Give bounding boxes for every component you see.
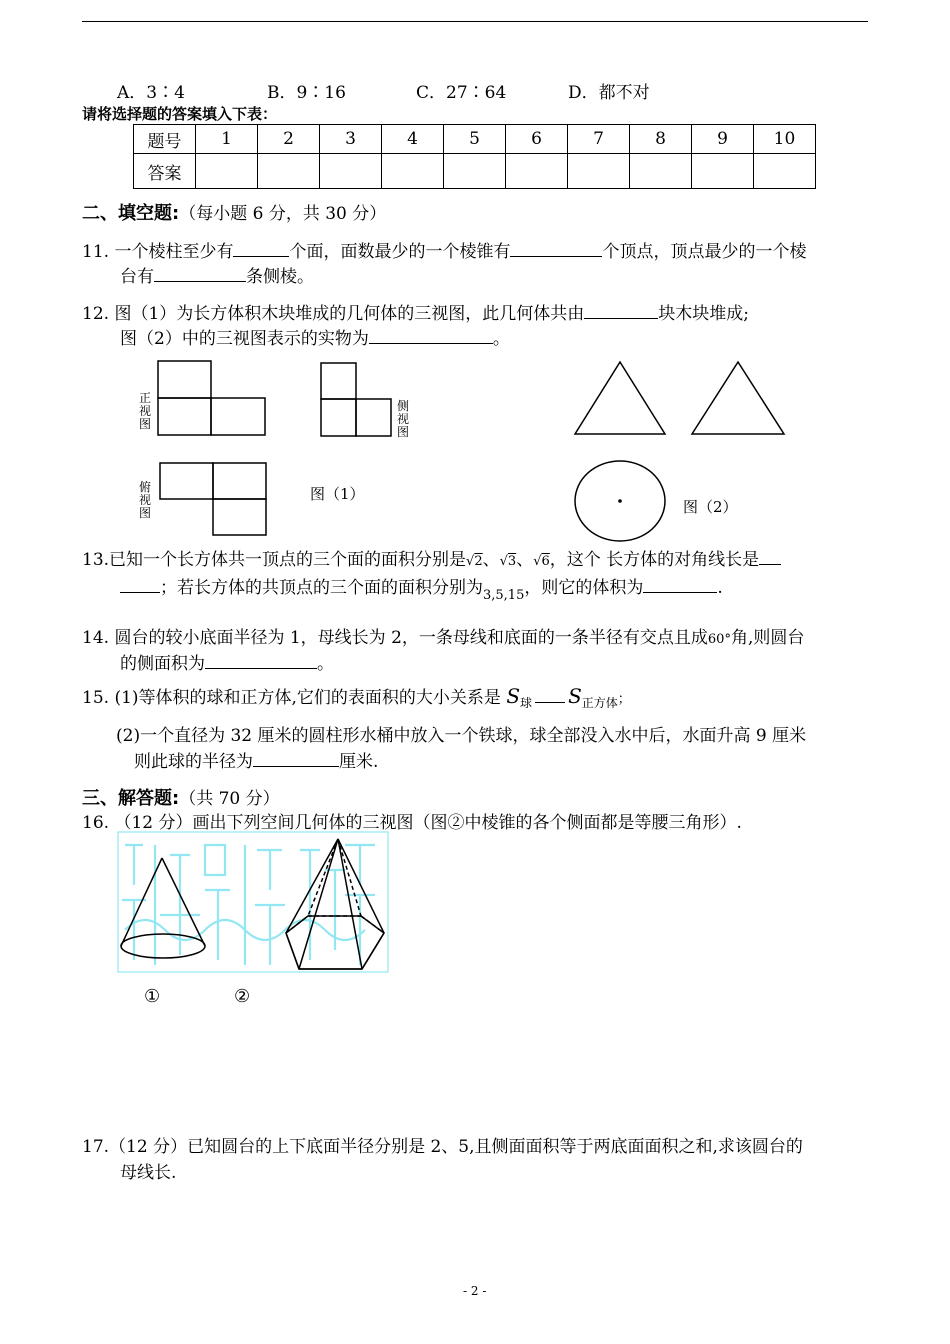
q13-number: 13. <box>82 550 110 570</box>
q15-text: 厘米. <box>339 752 379 772</box>
q15-text: 则此球的半径为 <box>134 752 253 772</box>
q17-line2 <box>120 1160 176 1186</box>
q12-number: 12. <box>82 304 110 324</box>
choice-b: B．9∶16 <box>267 83 346 103</box>
pyramid-edge <box>338 839 362 969</box>
q11-text: 条侧棱。 <box>246 267 314 287</box>
separator: 、 <box>516 550 534 570</box>
q12-text: 图（1）为长方体积木块堆成的几何体的三视图，此几何体共由 <box>114 304 585 324</box>
sqrt-3: √3 <box>499 554 517 569</box>
q11-text: 台有 <box>120 267 154 287</box>
choice-a: A．3∶4 <box>117 83 185 103</box>
q16-text: （12 分）画出下列空间几何体的三视图（图②中棱锥的各个侧面都是等腰三角形）. <box>114 813 742 833</box>
answer-note: 请将选择题的答案填入下表： <box>82 105 278 123</box>
pyramid-edge <box>299 839 338 969</box>
q15-text: ； <box>617 692 631 707</box>
table-cell: 4 <box>382 125 444 154</box>
subscript-cube: 正方体 <box>581 696 618 710</box>
q12-text: 。 <box>492 329 510 349</box>
q17-text: 母线长. <box>120 1163 177 1183</box>
q15-text: (1)等体积的球和正方体,它们的表面积的大小关系是 <box>114 688 501 708</box>
table-cell: 7 <box>568 125 630 154</box>
q14-number: 14. <box>82 628 110 648</box>
q11-text: 一个棱柱至少有 <box>114 242 234 262</box>
radicand: 2 <box>474 554 483 569</box>
table-cell: 5 <box>444 125 506 154</box>
q13-text: 已知一个长方体共一顶点的三个面的面积分别是 <box>109 550 467 570</box>
choice-d: D．都不对 <box>568 83 650 103</box>
q14-text: 角,则圆台 <box>730 628 805 648</box>
table-cell: 8 <box>630 125 692 154</box>
q13-text: ，则它的体积为 <box>524 578 644 598</box>
figure1-caption: 图（1） <box>310 485 365 503</box>
q15-text: (2)一个直径为 32 厘米的圆柱形水桶中放入一个铁球，球全部没入水中后，水面升高 9 厘米 <box>116 726 807 746</box>
radicand: 6 <box>541 554 550 569</box>
face-areas: 3,5,15 <box>483 588 525 603</box>
q13-text: . <box>717 578 723 598</box>
q17-number: 17. <box>82 1137 110 1157</box>
table-header-number: 题号 <box>134 125 196 154</box>
q14-text: 。 <box>317 654 334 674</box>
symbol-s: S <box>506 684 521 708</box>
sqrt-6: √6 <box>533 554 550 569</box>
subscript-sphere: 球 <box>520 696 533 710</box>
side-view-label: 侧 视 图 <box>396 399 409 439</box>
q16-number: 16. <box>82 813 110 833</box>
section2-note: （每小题 6 分，共 30 分） <box>179 204 387 224</box>
q13-text: ；若长方体的共顶点的三个面的面积分别为 <box>160 578 483 598</box>
q11-text: 个顶点，顶点最少的一个棱 <box>602 242 807 262</box>
q12-text: 图（2）中的三视图表示的实物为 <box>120 329 369 349</box>
q12-text: 块木块堆成; <box>658 304 750 324</box>
q17-text: （12 分）已知圆台的上下底面半径分别是 2、5,且侧面面积等于两底面面积之和,求该圆台的 <box>109 1137 803 1157</box>
q11-number: 11. <box>82 242 110 262</box>
pyramid-edge <box>286 839 338 933</box>
radicand: 3 <box>507 554 517 569</box>
top-view-label: 俯 视 图 <box>138 480 151 520</box>
table-header-answer: 答案 <box>134 154 196 189</box>
angle-value: 60° <box>707 632 731 647</box>
table-cell: 3 <box>320 125 382 154</box>
choice-c: C．27∶64 <box>416 83 507 103</box>
table-cell: 10 <box>754 125 816 154</box>
q11-text: 个面，面数最少的一个棱锥有 <box>289 242 511 262</box>
q14-text: 的侧面积为 <box>120 654 205 674</box>
symbol-s: S <box>568 684 582 708</box>
table-cell: 2 <box>258 125 320 154</box>
front-view-label: 正 视 图 <box>138 391 151 431</box>
q15-number: 15. <box>82 688 110 708</box>
page-number: - 2 - <box>463 1284 487 1298</box>
figure-label-2: ② <box>234 986 251 1007</box>
table-cell: 9 <box>692 125 754 154</box>
section2-title: 二、填空题: <box>82 203 180 224</box>
table-cell: 6 <box>506 125 568 154</box>
q14-text: 圆台的较小底面半径为 1，母线长为 2，一条母线和底面的一条半径有交点且成 <box>114 628 708 648</box>
watermark <box>118 832 388 972</box>
q13-text: ，这个 长方体的对角线长是 <box>549 550 760 570</box>
section3-title: 三、解答题: <box>82 788 180 809</box>
table-cell: 1 <box>196 125 258 154</box>
separator: 、 <box>482 550 500 570</box>
q17-line1 <box>82 1134 803 1160</box>
section3-note: （共 70 分） <box>179 789 280 809</box>
figure-label-1: ① <box>144 986 161 1007</box>
sqrt-2: √2 <box>466 554 483 569</box>
figure2-caption: 图（2） <box>683 498 738 516</box>
